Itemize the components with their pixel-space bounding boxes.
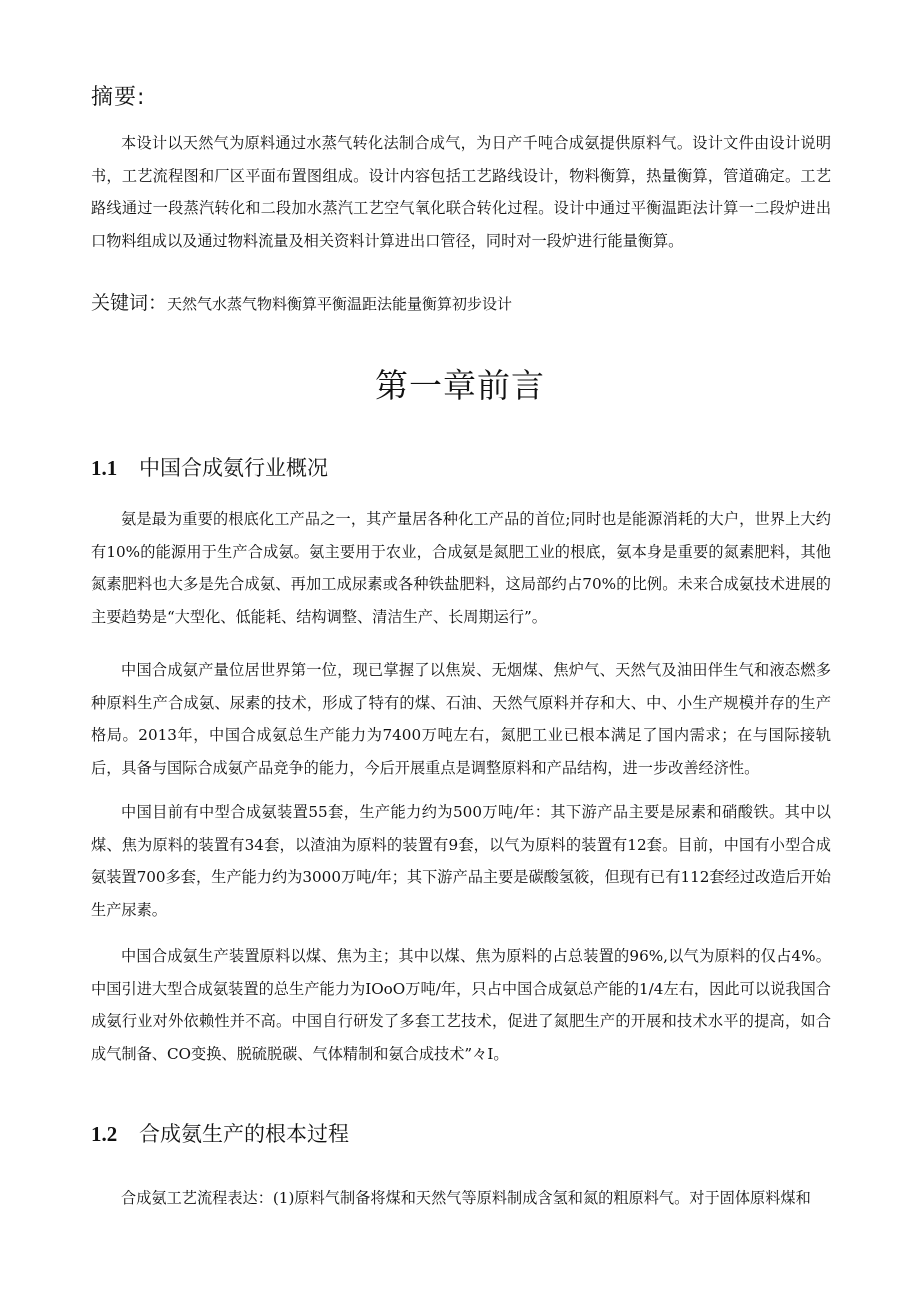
section-heading-1-2: [91, 1118, 349, 1148]
section-title: 合成氨生产的根本过程: [139, 1122, 349, 1146]
section1-paragraph-2: 中国合成氨产量位居世界第一位，现已掌握了以焦炭、无烟煤、焦炉气、天然气及油田伴生气和液态燃多种原料生产合成氨、尿素的技术，形成了特有的煤、石油、天然气原料并存和大、中、小生产规模并存的生产格局。2013年，中国合成氨总生产能力为7400万吨左右，氮肥工业已根本满足了国内需求；在与国际接轨后，具备与国际合成氨产品竞争的能力，今后开展重点是调整原料和产品结构，进一步改善经济性。: [91, 661, 831, 777]
abstract-heading: 摘要:: [91, 85, 146, 110]
abstract-body: 本设计以天然气为原料通过水蒸气转化法制合成气，为日产千吨合成氨提供原料气。设计文件由设计说明书，工艺流程图和厂区平面布置图组成。设计内容包括工艺路线设计，物料衡算，热量衡算，管道确定。工艺路线通过一段蒸汽转化和二段加水蒸汽工艺空气氧化联合转化过程。设计中通过平衡温距法计算一二段炉进出口物料组成以及通过物料流量及相关资料计算进出口管径，同时对一段炉进行能量衡算。: [91, 134, 831, 250]
section1-paragraph-3: 中国目前有中型合成氨装置55套，生产能力约为500万吨/年：其下游产品主要是尿素和硝酸铁。其中以煤、焦为原料的装置有34套，以渣油为原料的装置有9套，以气为原料的装置有12套。目前，中国有小型合成氨装置700多套，生产能力约为3000万吨/年；其下游产品主要是碳酸氢筱，但现有已有112套经过改造后开始生产尿素。: [91, 803, 831, 919]
section1-paragraph-1: 氨是最为重要的根底化工产品之一，其产量居各种化工产品的首位;同时也是能源消耗的大户，世界上大约有10%的能源用于生产合成氨。氨主要用于农业，合成氨是氮肥工业的根底，氨本身是重要的氮素肥料，其他氮素肥料也大多是先合成氨、再加工成尿素或各种铁盐肥料，这局部约占70%的比例。未来合成氨技术进展的主要趋势是“大型化、低能耗、结构调整、清洁生产、长周期运行”。: [91, 510, 831, 626]
section1-paragraph-4: 中国合成氨生产装置原料以煤、焦为主；其中以煤、焦为原料的占总装置的96%,以气为原料的仅占4%。中国引进大型合成氨装置的总生产能力为IOoO万吨/年，只占中国合成氨总产能的1/4左右，因此可以说我国合成氨行业对外依赖性并不高。中国自行研发了多套工艺技术，促进了氮肥生产的开展和技术水平的提高，如合成气制备、CO变换、脱硫脱碳、气体精制和氨合成技术”々I。: [91, 947, 831, 1063]
section2-paragraph-1: 合成氨工艺流程表达：(1)原料气制备将煤和天然气等原料制成含氢和氮的粗原料气。对于固体原料煤和: [121, 1189, 811, 1207]
section-title: 中国合成氨行业概况: [139, 456, 328, 480]
section-number: 1.1: [91, 456, 118, 480]
chapter-title: 第一章前言: [375, 366, 545, 405]
keywords-label: 关键词：: [91, 292, 168, 314]
keywords-line: [91, 288, 831, 319]
section-number: 1.2: [91, 1122, 118, 1146]
keywords-text: 天然气水蒸气物料衡算平衡温距法能量衡算初步设计: [167, 295, 513, 313]
section-heading-1-1: [91, 452, 328, 482]
